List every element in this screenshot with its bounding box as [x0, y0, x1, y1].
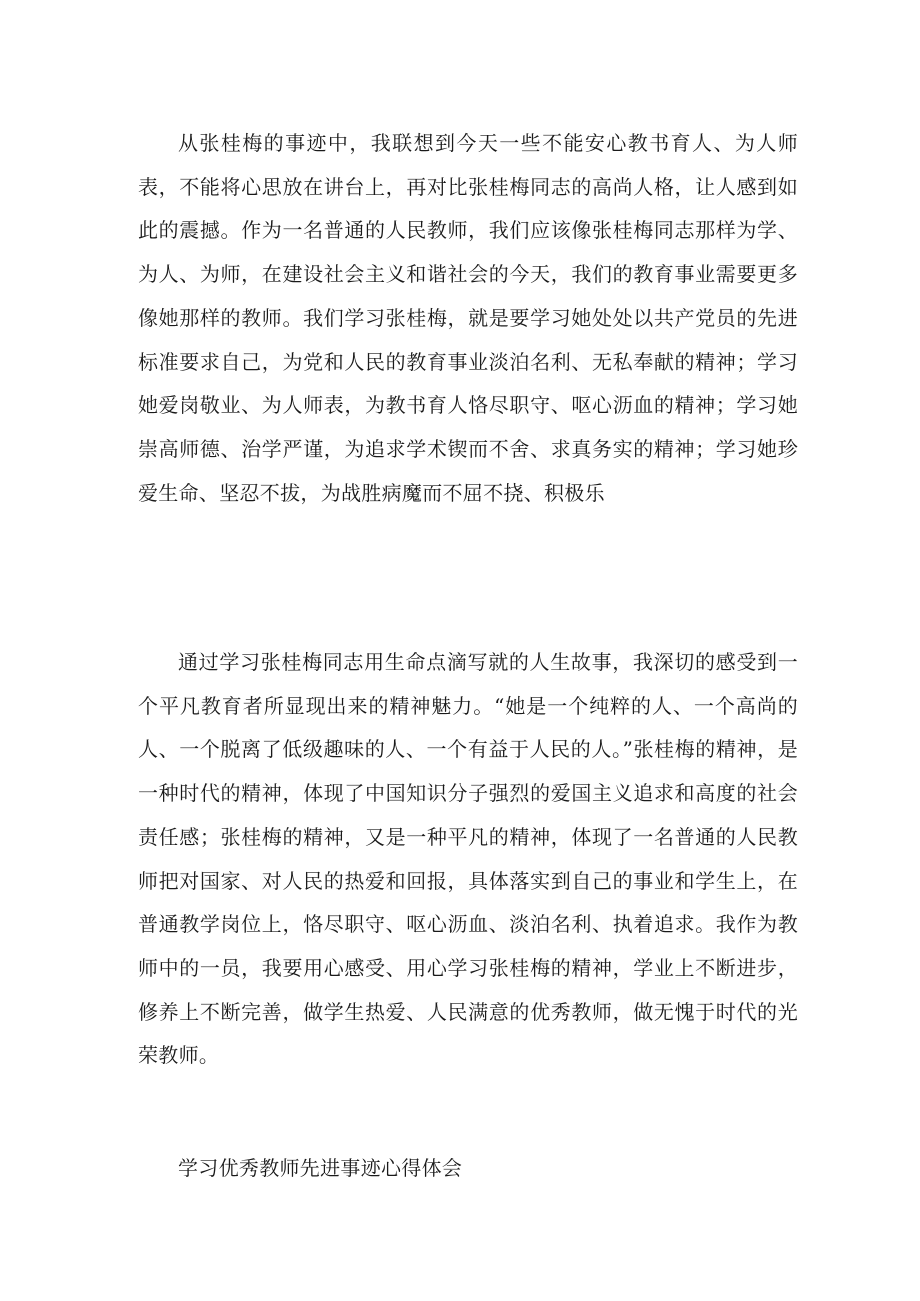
paragraph-zhang-guimei-reflection: 从张桂梅的事迹中，我联想到今天一些不能安心教书育人、为人师表，不能将心思放在讲台上，再对比张桂梅同志的高尚人格，让人感到如此的震撼。作为一名普通的人民教师，我们应该像张桂梅同志那样为学、为人、为师，在建设社会主义和谐社会的今天，我们的教育事业需要更多像她那样的教师。我们学习张桂梅，就是要学习她处处以共产党员的先进标准要求自己，为党和人民的教育事业淡泊名利、无私奉献的精神；学习她爱岗敬业、为人师表，为教书育人恪尽职守、呕心沥血的精神；学习她崇高师德、治学严谨，为追求学术锲而不舍、求真务实的精神；学习她珍爱生命、坚忍不拔，为战胜病魔而不屈不挠、积极乐 — [138, 131, 798, 505]
paragraph-spirit-of-educator: 通过学习张桂梅同志用生命点滴写就的人生故事，我深切的感受到一个平凡教育者所显现出来的精神魅力。“她是一个纯粹的人、一个高尚的人、一个脱离了低级趣味的人、一个有益于人民的人。”张桂梅的精神，是一种时代的精神，体现了中国知识分子强烈的爱国主义追求和高度的社会责任感；张桂梅的精神，又是一种平凡的精神，体现了一名普通的人民教师把对国家、对人民的热爱和回报，具体落实到自己的事业和学生上，在普通教学岗位上，恪尽职守、呕心沥血、淡泊名利、执着追求。我作为教师中的一员，我要用心感受、用心学习张桂梅的精神，学业上不断进步，修养上不断完善，做学生热爱、人民满意的优秀教师，做无愧于时代的光荣教师。 — [138, 650, 798, 1068]
section-heading: 学习优秀教师先进事迹心得体会 — [178, 1156, 463, 1180]
